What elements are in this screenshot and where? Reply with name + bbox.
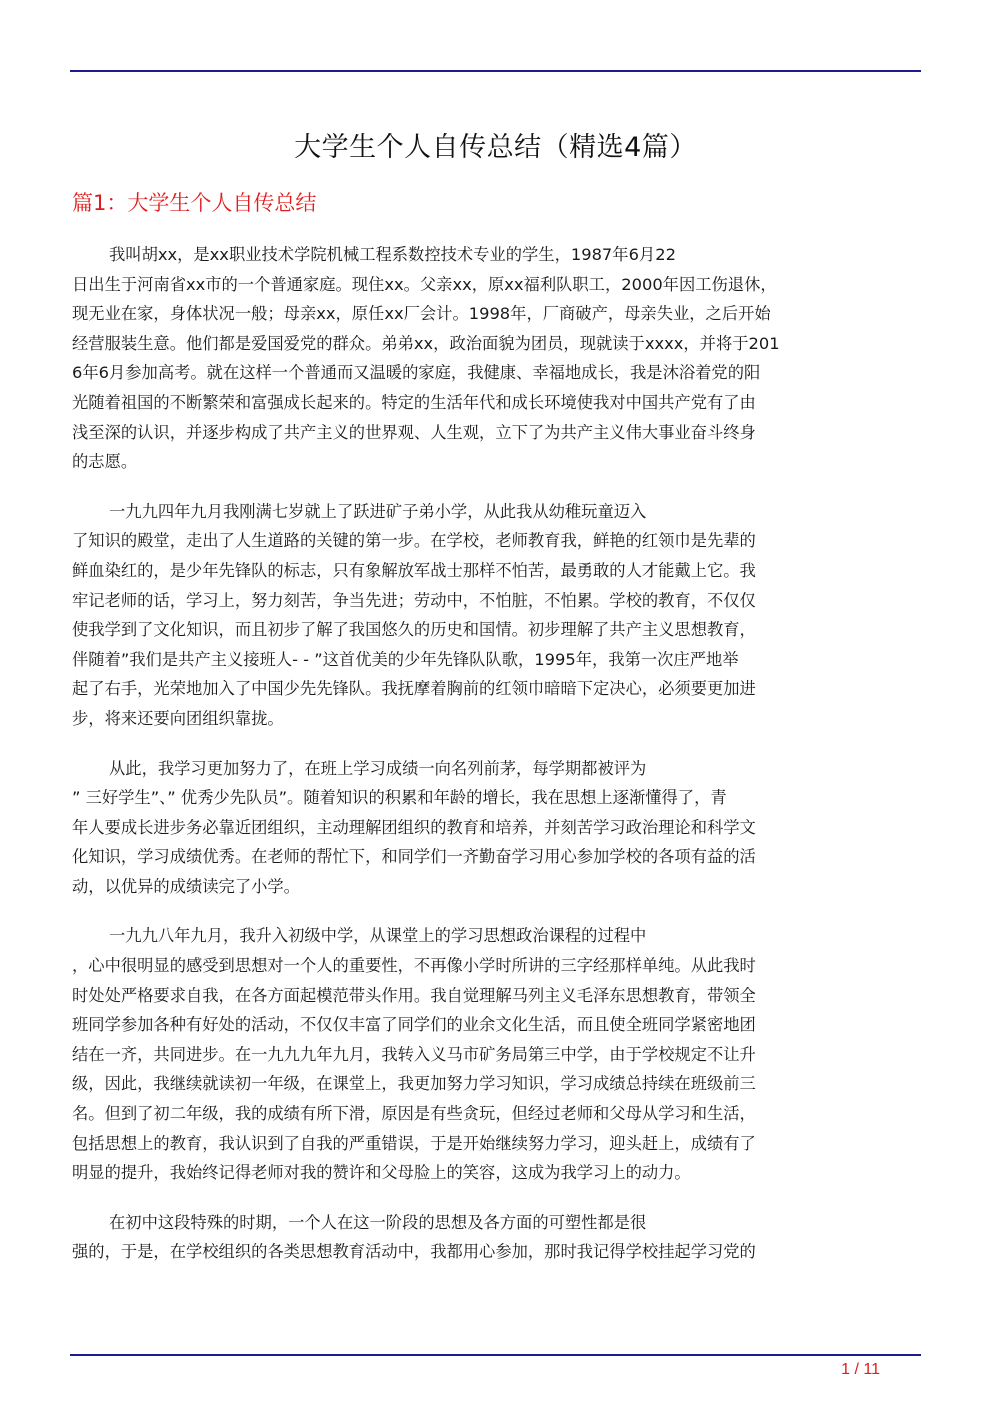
paragraph-2: [72, 497, 912, 734]
section-heading: 篇1：大学生个人自传总结: [72, 191, 317, 215]
paragraph-line: 班同学参加各种有好处的活动，不仅仅丰富了同学们的业余文化生活，而且使全班同学紧密地团: [72, 1015, 756, 1035]
paragraph-line: 名。但到了初二年级，我的成绩有所下滑，原因是有些贪玩，但经过老师和父母从学习和生活，: [72, 1104, 756, 1124]
paragraph-line: 一九九八年九月，我升入初级中学，从课堂上的学习思想政治课程的过程中: [109, 926, 647, 946]
paragraph-line: 级，因此，我继续就读初一年级，在课堂上，我更加努力学习知识，学习成绩总持续在班级前三: [72, 1074, 756, 1094]
paragraph-line: 步，将来还要向团组织靠拢。: [72, 708, 284, 728]
paragraph-line: 年人要成长进步务必靠近团组织，主动理解团组织的教育和培养，并刻苦学习政治理论和科学文: [72, 817, 756, 837]
paragraph-line: 时处处严格要求自我，在各方面起模范带头作用。我自觉理解马列主义毛泽东思想教育，带领全: [72, 985, 756, 1005]
paragraph-line: 强的，于是，在学校组织的各类思想教育活动中，我都用心参加，那时我记得学校挂起学习党的: [72, 1242, 756, 1262]
paragraph-line: ，心中很明显的感受到思想对一个人的重要性，不再像小学时所讲的三字经那样单纯。从此我时: [72, 956, 756, 976]
paragraph-line: 结在一齐，共同进步。在一九九九年九月，我转入义马市矿务局第三中学，由于学校规定不让升: [72, 1044, 756, 1064]
paragraph-line: 了知识的殿堂，走出了人生道路的关键的第一步。在学校，老师教育我，鲜艳的红领巾是先辈的: [72, 531, 756, 551]
paragraph-line: 伴随着”我们是共产主义接班人- - ”这首优美的少年先锋队队歌，1995年，我第一次庄严地举: [72, 649, 739, 669]
paragraph-line: 在初中这段特殊的时期，一个人在这一阶段的思想及各方面的可塑性都是很: [109, 1212, 647, 1232]
paragraph-line: 光随着祖国的不断繁荣和富强成长起来的。特定的生活年代和成长环境使我对中国共产党有了由: [72, 392, 756, 412]
paragraph-line: 从此，我学习更加努力了，在班上学习成绩一向名列前茅，每学期都被评为: [109, 758, 647, 778]
paragraph-4: [72, 921, 912, 1187]
page-number: 1 / 11: [841, 1361, 880, 1378]
paragraph-line: 鲜血染红的，是少年先锋队的标志，只有象解放军战士那样不怕苦，最勇敢的人才能戴上它。我: [72, 560, 756, 580]
paragraph-line: 使我学到了文化知识，而且初步了解了我国悠久的历史和国情。初步理解了共产主义思想教育，: [72, 620, 756, 640]
document-body: [72, 240, 912, 1287]
document-title: 大学生个人自传总结（精选4篇）: [294, 132, 697, 163]
paragraph-line: 动，以优异的成绩读完了小学。: [72, 876, 300, 896]
paragraph-1: [72, 240, 912, 477]
header-rule: [70, 70, 921, 72]
paragraph-3: [72, 754, 912, 902]
paragraph-line: 6年6月参加高考。就在这样一个普通而又温暖的家庭，我健康、幸福地成长，我是沐浴着党的阳: [72, 363, 761, 383]
paragraph-line: 经营服装生意。他们都是爱国爱党的群众。弟弟xx，政治面貌为团员，现就读于xxxx，并将于201: [72, 333, 780, 353]
paragraph-line: 化知识，学习成绩优秀。在老师的帮忙下，和同学们一齐勤奋学习用心参加学校的各项有益的活: [72, 847, 756, 867]
paragraph-line: 牢记老师的话，学习上，努力刻苦，争当先进；劳动中，不怕脏，不怕累。学校的教育，不仅仅: [72, 590, 756, 610]
paragraph-line: 现无业在家，身体状况一般；母亲xx，原任xx厂会计。1998年，厂商破产，母亲失业，之后开始: [72, 304, 771, 324]
paragraph-line: 的志愿。: [72, 452, 138, 472]
paragraph-line: 我叫胡xx，是xx职业技术学院机械工程系数控技术专业的学生，1987年6月22: [109, 245, 676, 264]
paragraph-line: 起了右手，光荣地加入了中国少先先锋队。我抚摩着胸前的红领巾暗暗下定决心，必须要更加进: [72, 679, 756, 699]
paragraph-line: 包括思想上的教育，我认识到了自我的严重错误，于是开始继续努力学习，迎头赶上，成绩有了: [72, 1133, 756, 1153]
paragraph-5: [72, 1208, 912, 1267]
paragraph-line: 浅至深的认识，并逐步构成了共产主义的世界观、人生观，立下了为共产主义伟大事业奋斗终身: [72, 422, 756, 442]
paragraph-line: 明显的提升，我始终记得老师对我的赞许和父母脸上的笑容，这成为我学习上的动力。: [72, 1163, 691, 1183]
paragraph-line: ” 三好学生”、” 优秀少先队员”。随着知识的积累和年龄的增长，我在思想上逐渐懂得了，青: [72, 788, 727, 808]
footer-rule: [70, 1354, 921, 1356]
paragraph-line: 日出生于河南省xx市的一个普通家庭。现住xx。父亲xx，原xx福利队职工，2000年因工伤退休，: [72, 274, 777, 294]
paragraph-line: 一九九四年九月我刚满七岁就上了跃进矿子弟小学，从此我从幼稚玩童迈入: [109, 501, 647, 521]
